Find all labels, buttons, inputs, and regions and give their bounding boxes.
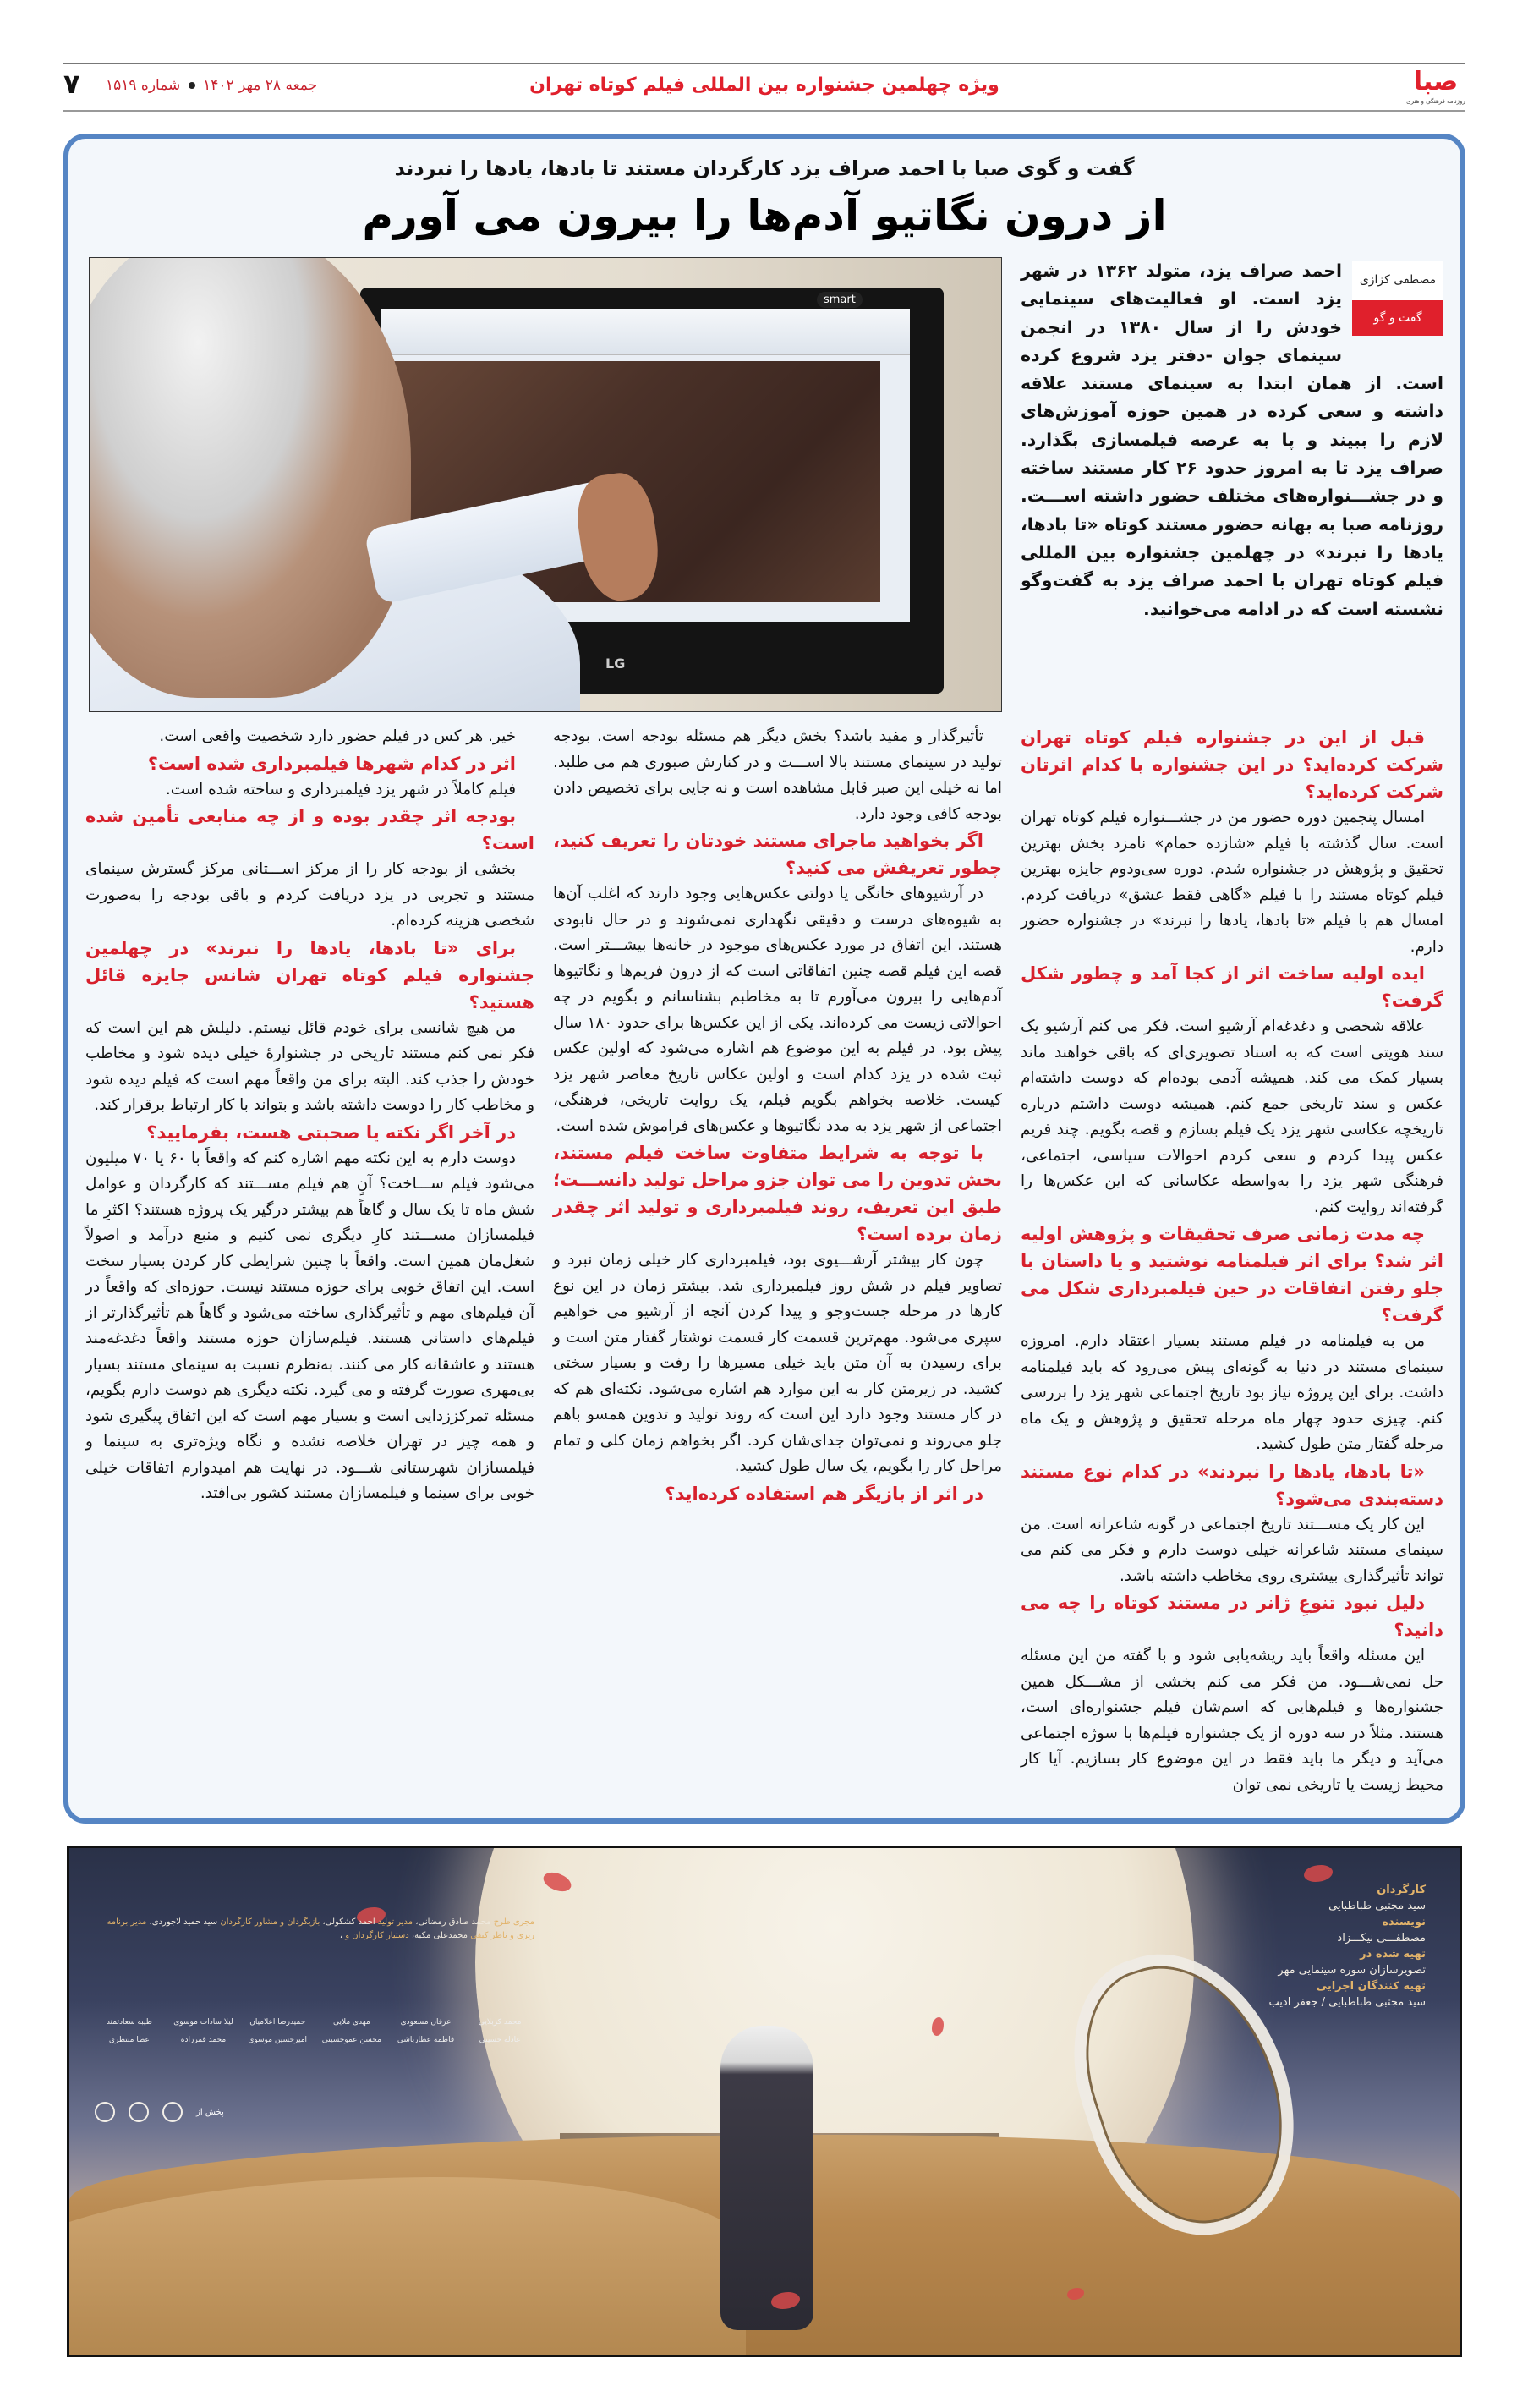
article-subtitle: گفت و گوی صبا با احمد صراف یزد کارگردان مستند تا بادها، یادها را نبردند xyxy=(394,156,1135,180)
interview-question: بودجه اثر چقدر بوده و از چه منابعی تأمین شده است؟ xyxy=(85,806,534,853)
interview-answer: علاقه شخصی و دغدغه‌ام آرشیو است. فکر می کنم آرشیو یک سند هویتی است که به اسناد تصویری‌ای که باقی خواهند ماند بسیار کمک می کند. همیشه آدمی بوده‌ام که دوست داشته‌ام عکس و سند تاریخی جمع کنم. همیشه دوست داشتم درباره تاریخچه عکاسی شهر یزد یک فیلم بسازم و قصه بگویم. چند فریم عکس پیدا کردم و سعی کردم احوالات سیاسی، اجتماعی، فرهنگی شهر یزد را به‌واسطه عکاسانی که این عکس‌ها را گرفته‌اند روایت کنم. xyxy=(1021,1018,1443,1216)
crew-credit: بازیگردان و مشاور کارگردان سید حمید لاجوردی، xyxy=(146,1917,320,1927)
cast-member: محمد قمرزاده xyxy=(180,2036,227,2044)
interview-question: اگر بخواهید ماجرای مستند خودتان را تعریف کنید، چطور تعریفش می کنید؟ xyxy=(553,831,1002,878)
interview-question: در اثر از بازیگر هم استفاده کرده‌اید؟ xyxy=(665,1483,983,1504)
poster-credits-crew xyxy=(95,1916,534,1943)
distributor-label: پخش از xyxy=(196,2107,224,2117)
interview-answer: تأثیرگذار و مفید باشد؟ بخش دیگر هم مسئله بودجه است. بودجه تولید در سینمای مستند بالا اســـت و در کنارش صبوری هم می طلبد. اما نه خیلی این صبر قابل مشاهده است و نه جایی برای تخصیص دادن بودجه کافی وجود دارد. xyxy=(553,727,1002,823)
sponsor-logo-icon xyxy=(162,2102,183,2122)
interview-answer: این مسئله واقعاً باید ریشه‌یابی شود و با گفته من این مسئله حل نمی‌شـــود. من فکر می کنم بخشی از مشـــکل همین جشنواره‌ها و فیلم‌هایی که اسم‌شان فیلم جشنواره‌ای است، هستند. مثلاً در سه دوره از یک جشنواره فیلم‌ها با سوژه اجتماعی می‌آید و دیگر ما باید فقط در این موضوع کار بسازیم. آیا کار محیط زیست یا تاریخی نمی توان xyxy=(1021,1647,1443,1794)
page-number: ۷ xyxy=(63,68,80,100)
article-photo xyxy=(89,257,1002,712)
byline xyxy=(1352,261,1443,336)
interview-question: چه مدت زمانی صرف تحقیقات و پژوهش اولیه اثر شد؟ برای اثر فیلمنامه نوشتید و یا داستان با جلو رفتن اتفاقات در حین فیلمبرداری شکل می گرفت؟ xyxy=(1021,1224,1443,1325)
cast-member: عطا منتظری xyxy=(108,2036,150,2044)
crew-name: محمد صادق رمضانی xyxy=(418,1917,491,1927)
crew-name: محمدعلی مکیه xyxy=(414,1931,468,1940)
interview-question: برای «تا بادها، یادها را نبرند» در چهلمین جشنواره فیلم کوتاه تهران شانس جایزه قائل هستید؟ xyxy=(85,937,534,1012)
interview-answer: فیلم کاملاً در شهر یزد فیلمبرداری و ساخته شده است. xyxy=(165,780,516,798)
bullet-separator-icon xyxy=(189,82,195,89)
man-head xyxy=(89,257,411,698)
smart-badge: smart xyxy=(817,292,863,308)
lead-paragraph: احمد صراف یزد، متولد ۱۳۶۲ در شهر یزد است. او فعالیت‌های سینمایی خودش را از سال ۱۳۸۰ در انجمن سینمای جوان -دفتر یزد شروع کرده است. از همان ابتدا به سینمای مستند علاقه داشته و سعی کرده در همین حوزه آموزش‌های لازم را ببیند و پا به عرصه فیلمسازی بگذارد. صراف یزد تا به امروز حدود ۲۶ کار مستند ساخته و در جشـــنواره‌های مختلف حضور داشته اســـت. روزنامه صبا به بهانه حضور مستند کوتاه «تا بادها، یادها را نبرند» در چهلمین جشنواره بین المللی فیلم کوتاه تهران با احمد صراف یزد به گفت‌وگو نشسته است که در ادامه می‌خوانید. xyxy=(1021,261,1443,619)
middle-column-body xyxy=(553,724,1002,1507)
cast-member: امیرحسین موسوی xyxy=(248,2036,308,2044)
masthead xyxy=(63,63,1465,112)
column-right xyxy=(1021,724,1443,1798)
cast-member: مهدی ملایی xyxy=(332,2018,370,2027)
interview-question: دلیل نبود تنوعِ ژانر در مستند کوتاه را چه می دانید؟ xyxy=(1021,1593,1443,1640)
sponsor-logos xyxy=(95,2102,224,2122)
crew-credit: مدیر تولید احمد کشکولی، xyxy=(320,1917,413,1927)
article-columns xyxy=(85,724,1443,1798)
interview-question: قبل از این در جشنواره فیلم کوتاه تهران شرکت کرده‌اید؟ در این جشنواره با کدام اثرتان شرکت کرده‌اید؟ xyxy=(1021,727,1443,802)
interview-answer: امسال پنجمین دوره حضور من در جشـــنواره فیلم کوتاه تهران است. سال گذشته با فیلم «شازده حمام» نامزد بخش بهترین تحقیق و پژوهش در جشنواره شدم. دوره سی‌ودوم جایزه بهترین فیلم کوتاه مستند را با فیلم «گاهی فقط عشق» دریافت کردم. امسال هم با فیلم «تا بادها، یادها را نبرند» در جشنواره حضور دارم. xyxy=(1021,809,1443,956)
article-headline: از درون نگاتیو آدم‌ها را بیرون می آورم xyxy=(362,191,1167,240)
crew-name: سید حمید لاجوردی xyxy=(151,1917,218,1927)
column-right-top xyxy=(1021,257,1443,623)
cast-member: عرفان مسعودی xyxy=(400,2018,452,2027)
crew-role: مجری طرح xyxy=(493,1917,534,1927)
crew-role: دستیار کارگردان و xyxy=(345,1931,409,1940)
credit-role: تهیه کنندگان اجرایی xyxy=(1316,1980,1426,1993)
cast-member: فاطمه عطارباشی xyxy=(397,2036,455,2044)
credit-role: تهیه شده در xyxy=(1360,1948,1426,1961)
interview-answer: خیر. هر کس در فیلم حضور دارد شخصیت واقعی است. xyxy=(159,727,516,745)
section-title: ویژه چهلمین جشنواره بین المللی فیلم کوتاه تهران xyxy=(529,74,999,96)
newspaper-logo[interactable] xyxy=(1406,66,1465,110)
film-poster xyxy=(67,1846,1462,2357)
interview-answer: چون کار بیشتر آرشـــیوی بود، فیلمبرداری کار خیلی زمان نبرد و تصاویر فیلم در شش روز فیلمبرداری شد. بیشتر زمان در این نوع کارها در مرحله جست‌وجو و پیدا کردن آنچه از آرشیو می خواهیم سپری می‌شود. مهم‌ترین قسمت کار قسمت نوشتار گفتار متن است و برای رسیدن به آن متن باید خیلی مسیرها را رفت و بسیار سختی کشید. در زیرمتن کار به این موارد هم اشاره می‌شود. نکته‌ای هم که در کار مستند وجود دارد این است که روند تولید و تدوین همسو باهم جلو می‌روند و نمی‌توان جدای‌شان کرد. اگر بخواهم زمان کلی و تمام مراحل کار را بگویم، یک سال طول کشید. xyxy=(553,1251,1002,1475)
paint-toolbar xyxy=(381,309,910,355)
cast-member: محسن عموحسینی xyxy=(321,2036,381,2044)
crew-credit: مدیر برنامه ریزی و ناظر کیفی محمدعلی مکیه، xyxy=(107,1917,534,1940)
logo-subtitle: روزنامه فرهنگی و هنری xyxy=(1406,98,1465,105)
interview-answer: دوست دارم به این نکته مهم اشاره کنم که واقعاً با ۶۰ یا ۷۰ میلیون می‌شود فیلم ســـاخت؟ آنٍ هم فیلم مســـتند که کارگردان و عوامل شش ماه تا یک سال و گاهاً هم بیشتر درگیر یک پروژه هستند؟ اکثرِ ما فیلمسازان مســـتند کارِ دیگری نمی کنیم و منبع درآمد و اصولاً شغل‌مان همین است. واقعاً با چنین شرایطی کار کردن بسیار سخت است. این اتفاق خوبی برای حوزه مستند نیست. حوزه‌ای که واقعاً در آن فیلم‌های مهم و تأثیرگذاری ساخته می‌شود و گاهاً هم تأثیرگذارتر از فیلم‌های داستانی هستند. فیلم‌سازان حوزه مستند واقعاً دغدغه‌مند هستند و عاشقانه کار می کنند. به‌نظرم نسبت به سینمای مستند بسیار بی‌مهری صورت گرفته و می گیرد. نکته دیگری هم دوست دارم بگویم، مسئله تمرکززدایی است و بسیار مهم است که این اتفاق پیگیری شود و همه چیز در تهران خلاصه نشده و نگاه ویژه‌تری به سینما و فیلمسازان شهرستانی شـــود. در نهایت هم امیدوارم اتفاقات خیلی خوبی برای سینما و فیلمسازان مستند کشور بی‌افتد. xyxy=(85,1149,534,1502)
credit-name: تصویرسازان سوره سینمایی مهر xyxy=(1278,1964,1426,1977)
column-middle xyxy=(553,724,1002,1798)
interview-question: در آخر اگر نکته یا صحبتی هست، بفرمایید؟ xyxy=(146,1122,516,1143)
credit-role: کارگردان xyxy=(1377,1884,1426,1896)
crew-name: احمد کشکولی xyxy=(325,1917,375,1927)
interview-article xyxy=(63,134,1465,1824)
crew-role: بازیگردان و مشاور کارگردان xyxy=(220,1917,320,1927)
sponsor-logo-icon xyxy=(95,2102,115,2122)
interview-question: با توجه به شرایط متفاوت ساخت فیلم مستند، بخش تدوین را می توان جزو مراحل تولید دانســـت؛ طبق این تعریف، روند فیلمبرداری و تولید اثر چقدر زمان برده است؟ xyxy=(553,1143,1002,1244)
cast-member: لیلا سادات موسوی xyxy=(173,2018,233,2027)
cast-member: طیبه سعادتمند xyxy=(106,2018,152,2027)
issue-number: شماره ۱۵۱۹ xyxy=(106,77,181,94)
left-column-body xyxy=(85,724,534,1507)
logo-text: صبا xyxy=(1413,67,1459,96)
rose-petal-icon xyxy=(1304,1865,1333,1882)
veiled-figure xyxy=(720,2026,813,2330)
credit-name: سید مجتبی طباطبایی / جعفر ادیب xyxy=(1268,1996,1426,2009)
right-column-body xyxy=(1021,724,1443,1798)
monitor-brand-logo: LG xyxy=(605,655,626,672)
desert-dunes-foreground xyxy=(67,2177,746,2355)
credit-name: سید مجتبی طباطبایی xyxy=(1328,1900,1426,1912)
interview-question: «تا بادها، یادها را نبردند» در کدام نوع مستند دسته‌بندی می‌شود؟ xyxy=(1021,1461,1443,1509)
credit-name: مصطفـــی نیکـــزاد xyxy=(1337,1932,1426,1945)
issue-date: جمعه ۲۸ مهر ۱۴۰۲ xyxy=(203,77,318,94)
article-top-row xyxy=(85,257,1443,712)
cast-member: عادله حسینی xyxy=(479,2036,521,2044)
interview-answer: من به فیلمنامه در فیلم مستند بسیار اعتقاد دارم. امروزه سینمای مستند در دنیا به گونه‌ای پیش می‌رود که باید فیلمنامه داشت. برای این پروژه نیاز بود تاریخ اجتماعی شهر یزد را بررسی کنم. چیزی حدود چهار ماه مرحله تحقیق و پژوهش و یک ماه مرحله گفتار متن طول کشید. xyxy=(1021,1332,1443,1453)
interview-answer: من هیچ شانسی برای خودم قائل نیستم. دلیلش هم این است که فکر نمی کنم مستند تاریخی در جشنوارهٔ خیلی دیده شود و مخاطب خودش را جذب کند. البته برای من واقعاً مهم است که فیلم دیده شود و مخاطب کار را دوست داشته باشد و بتواند با کار ارتباط برقرار کند. xyxy=(85,1018,534,1114)
crew-credit: مجری طرح محمد صادق رمضانی، xyxy=(413,1917,534,1927)
interview-answer: این کار یک مســـتند تاریخ اجتماعی در گونه شاعرانه است. من سینمای مستند شاعرانه خیلی دوست دارم و فکر می کنم می تواند تأثیرگذاری بیشتری روی مخاطب داشته باشد. xyxy=(1021,1515,1443,1585)
cast-member: حمیدرضا اعلامیان xyxy=(249,2018,306,2027)
interview-question: اثر در کدام شهرها فیلمبرداری شده است؟ xyxy=(147,753,516,774)
crew-credit: دستیار کارگردان و ، xyxy=(339,1931,409,1940)
sponsor-logo-icon xyxy=(129,2102,149,2122)
interview-question: ایده اولیه ساخت اثر از کجا آمد و چطور شکل گرفت؟ xyxy=(1021,963,1443,1011)
crew-role: مدیر تولید xyxy=(377,1917,413,1927)
interview-answer: در آرشیوهای خانگی یا دولتی عکس‌هایی وجود دارند که اغلب آن‌ها به شیوه‌های درست و دقیقی نگهداری نمی‌شوند و در حال نابودی هستند. این اتفاق در مورد عکس‌های موجود در خانه‌ها بیشـــتر است. قصه این فیلم قصه چنین اتفاقاتی است که از درون فریم‌ها و نگاتیوها آدم‌هایی را بیرون می‌آورم تا به مخاطبم بشناسانم و بگویم در چه احوالاتی زیست می کرده‌اند. یکی از این عکس‌ها برای حدود ۱۸۰ سال پیش بود. در فیلم به این موضوع هم اشاره می‌شود که اولین عکس ثبت شده در یزد کدام است و اولین عکاس تاریخ معاصر شهر یزد کیست. خلاصه بخواهم بگویم فیلم، یک روایت تاریخی، فرهنگی، اجتماعی از شهر یزد به مدد نگاتیوها و عکس‌های فراموش شده است. xyxy=(553,885,1002,1135)
cast-member: محمد کربلایی xyxy=(478,2018,522,2027)
crew-role: مدیر برنامه ریزی و ناظر کیفی xyxy=(107,1917,534,1940)
interview-answer: بخشی از بودجه کار را از مرکز اســـتانی مرکز گسترش سینمای مستند و تجربی در یزد دریافت کردم و باقی بودجه را به‌صورت شخصی هزینه کرده‌ام. xyxy=(85,860,534,930)
section-tag: گفت و گو xyxy=(1352,300,1443,337)
credit-role: نویسنده xyxy=(1382,1916,1426,1928)
column-left xyxy=(85,724,534,1798)
poster-cast-list xyxy=(95,2017,534,2046)
issue-info xyxy=(106,77,317,94)
poster-credits-main xyxy=(1231,1882,1426,2010)
author-name: مصطفی کزازی xyxy=(1352,261,1443,300)
